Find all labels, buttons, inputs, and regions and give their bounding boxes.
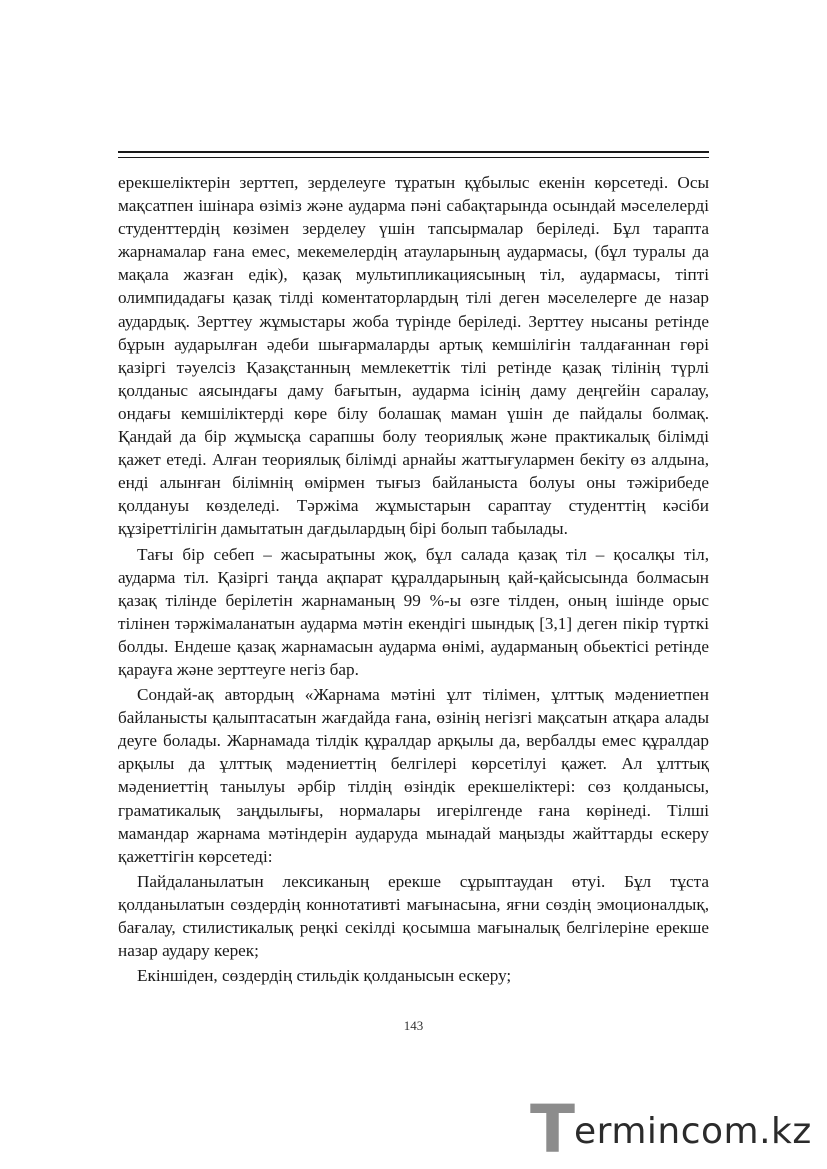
header-rule-thick [118,151,709,153]
body-text [118,171,709,987]
termincom-logo [530,1091,820,1168]
paragraph-5: Екіншіден, сөздердің стильдік қолданысын ескеру; [137,966,512,986]
paragraph-1: ерекшеліктерін зерттеп, зерделеуге тұратын құбылыс екенін көрсетеді. Осы мақсатпен ішінара өзіміз және аударма пәні сабақтарында осындай мәселелерді студенттердің көзімен зерделеу үшін тапсырмалар беріледі. Бұл тарапта жарнамалар ғана емес, мекемелердің атауларының аудармасы, (бұл туралы да мақала жазған едік), қазақ мультипликациясының тіл, аудармасы, тіпті олимпидадағы қазақ тілді коментаторлардың тілі деген мәселелерге де назар аудардық. Зерттеу жұмыстары жоба түрінде беріледі. Зерттеу нысаны ретінде бұрын аударылған әдеби шығармаларды артық кемшілігін талдағаннан гөрі қазіргі тәуелсіз Қазақстанның мемлекеттік тілі ретінде қазақ тілінің түрлі қолданыс аясындағы даму бағытын, аударма ісінің даму деңгейін саралау, ондағы кемшіліктерді көре білу болашақ маман үшін де пайдалы болмақ. Қандай да бір жұмысқа сарапшы болу теориялық және практикалық білімді қажет етеді. Алған теориялық білімді арнайы жаттығулармен бекіту өз алдына, енді алынған білімнің өмірмен тығыз байланыста болуы оны тәжірибеде қолдануы көзделеді. Тәржіма жұмыстарын сараптау студенттің кәсіби құзіреттілігін дамытатын дағдылардың бірі болып табылады. [118,173,709,539]
page-number: 143 [403,1018,424,1033]
logo-letter: T [530,1091,576,1168]
logo-text: ermincom.kz [574,1111,812,1152]
paragraph-3: Сондай-ақ автордың «Жарнама мәтіні ұлт тілімен, ұлттық мәдениетпен байланысты қалыптасатын жағдайда ғана, өзінің негізгі мақсатын атқара алады деуге болады. Жарнамада тілдік құралдар арқылы да, вербалды емес құралдар арқылы да ұлттық мәдениеттің белгілері көрсетілуі қажет. Ал ұлттық мәдениеттің танылуы әрбір тілдің өзіндік ерекшеліктері: сөз қолданысы, граматикалық заңдылығы, нормалары игерілгенде ғана көрінеді. Тілші мамандар жарнама мәтіндерін аударуда мынадай маңызды жайттарды ескеру қажеттігін көрсетеді: [118,685,709,866]
paragraph-2: Тағы бір себеп – жасыратыны жоқ, бұл салада қазақ тіл – қосалқы тіл, аударма тіл. Қазіргі таңда ақпарат құралдарының қай-қайсысында болмасын қазақ тілінде берілетін жарнаманың 99 %-ы өзге тілден, оның ішінде орыс тілінен тәржімаланатын аударма мәтін екендігі шындық [3,1] деген пікір түрткі болды. Ендеше қазақ жарнамасын аударма өнімі, аударманың обьектісі ретінде қарауға және зерттеуге негіз бар. [118,544,709,679]
paragraph-4: Пайдаланылатын лексиканың ерекше сұрыптаудан өтуі. Бұл тұста қолданылатын сөздердің коннотативті мағынасына, яғни сөздің эмоционалдық, бағалау, стилистикалық реңкі секілді қосымша мағыналық белгілеріне ерекше назар аудару керек; [118,871,709,961]
header-rule-thin [118,157,709,158]
